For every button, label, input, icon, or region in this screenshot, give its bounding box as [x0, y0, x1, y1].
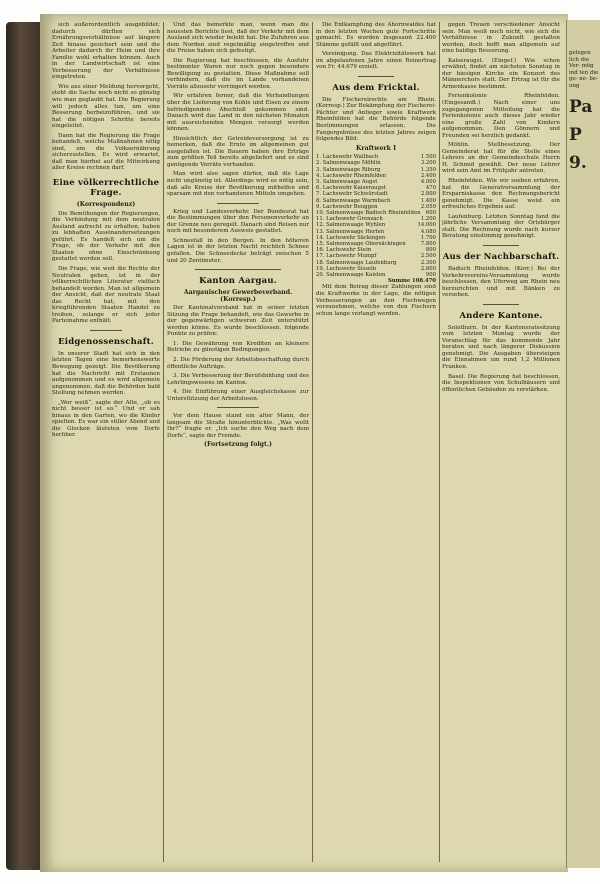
- paragraph: sich außerordentlich ausgebildet; dadurch dürften sich Ernährungsverhältnisse auf längere Zeit hinaus gesichert sein und die Arbeiter dadurch ihr Heim und ihre Familie wohl erhalten können. Auch in der Landwirtschaft ist eine Verbesserung der Verhältnisse eingetreten.: [52, 22, 160, 81]
- list-item-label: 15. Salmenwaage Obersäckingen: [316, 241, 406, 248]
- paragraph: Schneefall in den Bergen. In den höheren Lagen ist in der letzten Nacht reichlich Schnee gefallen. Die Schneedecke beträgt zwischen 5 und 20 Zentimeter.: [167, 237, 309, 264]
- headline: Eine völkerrechtliche Frage.: [52, 178, 160, 199]
- paragraph: In unserer Stadt hat sich in den letzten Tagen eine bemerkenswerte Bewegung gezeigt. Die Bevölkerung hat die Nachricht mit Erstaunen aufgenommen und es wird allgemein angenommen, daß die Behörden bald Stellung nehmen werden.: [52, 350, 160, 397]
- paragraph: Man wird also sagen dürfen, daß die Lage nicht ungünstig ist. Allerdings wird es nötig sein, daß alle Kreise der Bevölkerung mithelfen und sparsam mit den vorhandenen Mitteln umgehen.: [167, 171, 309, 198]
- list-item-value: 7.800: [420, 241, 436, 248]
- list-item-value: 470: [425, 185, 436, 192]
- headline: Eidgenossenschaft.: [58, 336, 154, 347]
- list-item-label: 11. Lachswehr Grenzach: [316, 216, 383, 223]
- list-item-label: 19. Lachswehr Sisseln: [316, 265, 377, 272]
- paragraph: Hinsichtlich der Getreideversorgung ist zu bemerken, daß die Ernte im allgemeinen gut ausgefallen ist. Die Bauern haben ihre Erträge zum größten Teil bereits abgeliefert und es sind genügende Vorräte vorhanden.: [167, 135, 309, 168]
- list-item-value: 600: [425, 210, 436, 217]
- list-item-value: 2.800: [420, 265, 436, 272]
- paragraph: Und das bemerkte man, wenn man die neuesten Berichte liest, daß der Verkehr mit dem Ausland sich wieder belebt hat. Die Zufuhren aus dem Norden sind regelmäßig eingetroffen und die Preise haben sich gefestigt.: [167, 22, 309, 55]
- paragraph: 3. Die Verbesserung der Berufsbildung und des Lehrlingswesens im Kanton.: [167, 373, 309, 386]
- list-item-value: 14.000: [417, 222, 436, 229]
- paragraph: Wir erfahren ferner, daß die Verhandlungen über die Lieferung von Kohle und Eisen zu einem befriedigenden Abschluß gekommen sind. Danach wird das Land in den nächsten Monaten mit ausreichenden Mengen versorgt werden können.: [167, 93, 309, 133]
- list-title: Kraftwerk I: [355, 144, 397, 152]
- list-item-label: 10. Salmenwaage Badisch Rheinfelden: [316, 210, 421, 217]
- paragraph: Kaiseraugst. (Eingef.) Wie schon erwähnt, findet am nächsten Sonntag in der hiesigen Kirche ein Konzert des Männerchors statt. Der Ertrag ist für die Armenkasse bestimmt.: [442, 57, 560, 90]
- list-item-label: 12. Salmenwaage Wyhlen: [316, 222, 386, 229]
- list-item-label: 6. Lachswehr Kaiseraugst: [316, 185, 386, 192]
- paragraph: Dann hat die Regierung die Frage behandelt, welche Maßnahmen nötig sind, um die Volksernährung sicherzustellen. Es wird erwartet, daß man hierbei auf die Mitwirkung aller Kreise rechnen darf.: [52, 132, 160, 172]
- paragraph: Laufenburg. Letzten Sonntag fand die jährliche Versammlung der Ortsbürger statt. Die Rechnung wurde nach kurzer Beratung einstimmig genehmigt.: [442, 213, 560, 240]
- list-item-label: 1. Lachswehr Wallbach: [316, 154, 379, 161]
- list-item-value: 2.500: [420, 253, 436, 260]
- book-spine: [6, 22, 42, 870]
- separator: [217, 407, 260, 408]
- list-item-label: 4. Lachswehr Rheinfelden: [316, 172, 387, 179]
- list-item-label: 20. Salmenwaage Kaisten: [316, 272, 386, 279]
- paragraph: Solothurn. In der Kantonsratssitzung vom letzten Montag wurde der Voranschlag für das kommende Jahr beraten und nach längerer Diskussion genehmigt. Die Ausgaben übersteigen die Einnahmen um rund 1,2 Millionen Franken.: [442, 324, 560, 370]
- list-item-label: 5. Salmenwaage Augst: [316, 179, 378, 186]
- list-item-label: 18. Salmenwaage Laufenburg: [316, 259, 397, 266]
- paragraph: 4. Die Einführung einer Ausgleichskasse zur Unterstützung der Arbeitslosen.: [167, 389, 309, 402]
- catch-sum: Summe 108.470: [387, 278, 436, 285]
- next-page-fragment-2: P: [569, 125, 582, 146]
- list-item-label: 2. Salmenwaage Möhlin: [316, 160, 381, 167]
- list-item-label: 7. Lachswehr Schwörstadt: [316, 191, 388, 198]
- next-page-edge: [566, 20, 600, 868]
- list-item-value: 1.700: [420, 234, 436, 241]
- paragraph: 1. Die Gewährung von Krediten an kleinere Betriebe zu günstigen Bedingungen.: [167, 340, 309, 354]
- next-page-fragment-1: Pa: [569, 97, 593, 118]
- separator: [483, 304, 518, 305]
- list-item-value: 800: [425, 247, 436, 254]
- column-3: [316, 22, 436, 862]
- list-item-label: 8. Salmenwaage Warmbach: [316, 197, 391, 204]
- list-item-value: 1.350: [420, 166, 436, 173]
- headline: Andere Kantone.: [459, 310, 543, 321]
- paragraph: Die Fischereirechte am Rhein. (Korresp.) Zur Bekämpfung der Fischerei-Pächter und Anlieger sowie Kraftwerk Rheinfelden hat die Behörde folgende Bestimmungen erlassen. Die Fangergebnisse des letzten Jahres zeigen folgendes Bild:: [316, 96, 436, 143]
- headline: Aus der Nachbarschaft.: [442, 251, 560, 262]
- list-item-value: 1.400: [420, 197, 436, 204]
- headline: Aus dem Fricktal.: [332, 82, 420, 93]
- column-2: [167, 22, 309, 862]
- list-item-label: 3. Salmenwaage Riburg: [316, 166, 381, 173]
- paragraph: Der Kantonalvorstand hat in seiner letzten Sitzung die Frage behandelt, wie das Gewerbe in der gegenwärtigen schweren Zeit unterstützt werden könne. Es wurde beschlossen, folgende Punkte zu prüfen:: [167, 305, 309, 338]
- paragraph: gegen Treuen verschiedener Ansicht sein. Man weiß noch nicht, wie sich die Verhältnisse in Zukunft gestalten werden, doch hofft man allgemein auf eine baldige Besserung.: [442, 22, 560, 55]
- paragraph: „Wer weiß“, sagte der Alte, „ob es nicht besser ist so.“ Und er sah hinaus in den Garten, wo die Kinder spielten. Es war ein stiller Abend und die Glocken läuteten vom Dorfe herüber.: [52, 399, 160, 439]
- paragraph: Badisch Rheinfelden. (Korr.) Bei der Verkehrsvereins-Versammlung wurde beschlossen, den Uferweg am Rhein neu herzurichten und mit Bänken zu versehen.: [442, 265, 560, 299]
- paragraph: Die Frage, wie weit die Rechte der Neutralen gehen, ist in der völkerrechtlichen Literatur vielfach behandelt worden. Man ist allgemein der Ansicht, daß der neutrale Staat das Recht hat, mit den kriegführenden Staaten Handel zu treiben, solange er sich jeder Parteinahme enthält.: [52, 265, 160, 325]
- catch-list: [316, 154, 436, 278]
- column-rule: [163, 22, 164, 862]
- separator: [483, 245, 518, 246]
- paragraph: Wie aus einer Meldung hervorgeht, steht die Sache noch nicht so günstig wie man geglaubt hat. Die Regierung will jedoch alles tun, um eine Besserung herbeizuführen, und sie hat die nötigen Schritte bereits eingeleitet.: [52, 83, 160, 130]
- paragraph: Rheinfelden. Wie wir soeben erfahren, hat die Generalversammlung der Ersparniskasse den Rechnungsbericht genehmigt. Die Kasse weist ein erfreuliches Ergebnis auf.: [442, 178, 560, 211]
- paragraph: Vor dem Hause stand ein alter Mann, der langsam die Straße hinunterblickte. „Was wollt Ihr?“ fragte er. „Ich suche den Weg nach dem Dorfe“, sagte der Fremde.: [167, 413, 309, 439]
- paragraph: Die Bemühungen der Regierungen, die Verbindung mit dem neutralen Ausland aufrecht zu erhalten, haben zu lebhaften Auseinandersetzungen geführt. Es handelt sich um die Frage, ob der Verkehr mit den Staaten ohne Einschränkung gestattet werden soll.: [52, 210, 160, 263]
- paragraph: 2. Die Förderung der Arbeitsbeschaffung durch öffentliche Aufträge.: [167, 356, 309, 370]
- next-page-fragment-3: 9.: [569, 153, 587, 174]
- column-rule: [312, 22, 313, 862]
- column-1: [52, 22, 160, 862]
- paragraph: Vereinigung. Das Elektrizitätswerk hat im abgelaufenen Jahre einen Reinertrag von Fr. 44.679 erzielt.: [316, 51, 436, 71]
- list-item-value: 1.200: [420, 216, 436, 223]
- column-4: [442, 22, 560, 862]
- separator: [195, 269, 280, 270]
- next-page-text: gelegen lich die Ver- mög ind ten die ge- ne- be- ung Pa P 9.: [569, 50, 599, 174]
- separator: [217, 203, 260, 204]
- paragraph: Mit dem Betrag dieser Zahlungen sind die Kraftwerke in der Lage, die nötigen Verbesserungen an den Fischwegen vorzunehmen, welche von den Fischern schon lange verlangt werden.: [316, 284, 436, 317]
- column-rule: [439, 22, 440, 862]
- separator: [90, 330, 122, 331]
- list-item-value: 2.400: [420, 172, 436, 179]
- paragraph: Ferienkolonie Rheinfelden. (Eingesandt.) Nach einer uns zugegangenen Mitteilung hat die Ferienkolonie auch dieses Jahr wieder eine große Zahl von Kindern aufgenommen. Den Gönnern und Freunden sei herzlich gedankt.: [442, 93, 560, 139]
- list-item-value: 1.500: [420, 154, 436, 161]
- paragraph: Möhlin. Stellbesetzung. Der Gemeinderat hat für die Stelle eines Lehrers an der Gemeindeschule Herrn H. Schmid gewählt. Der neue Lehrer wird sein Amt im Frühjahr antreten.: [442, 142, 560, 175]
- headline: Kanton Aargau.: [199, 276, 277, 287]
- list-item-label: 13. Salmenwaage Herten: [316, 228, 385, 235]
- subheading: Aargauischer Gewerbeverband. (Korresp.): [183, 289, 293, 303]
- paragraph: Krieg und Landesverkehr. Der Bundesrat hat die Bestimmungen über den Personenverkehr an der Grenze neu geregelt. Danach sind Reisen nur noch mit besonderem Ausweis gestattet.: [167, 208, 309, 235]
- list-item-value: 2.050: [420, 203, 436, 210]
- list-item-value: 2.300: [420, 259, 436, 266]
- paragraph: Die Regierung hat beschlossen, die Ausfuhr bestimmter Waren nur noch gegen besondere Bewilligung zu gestatten. Diese Maßnahme soll verhindern, daß die im Lande vorhandenen Vorräte allzusehr verringert werden.: [167, 57, 309, 90]
- subheading: (Korrespondenz): [76, 201, 136, 209]
- list-item-label: 9. Lachswehr Beuggen: [316, 203, 378, 210]
- list-item-value: 900: [425, 272, 436, 279]
- list-item-value: 4.080: [420, 228, 436, 235]
- list-item-value: 3.200: [420, 160, 436, 167]
- list-item-value: 4.000: [420, 179, 436, 186]
- paragraph: Basel. Die Regierung hat beschlossen, die Inspektionen von Schulhäusern und öffentlichen Gebäuden zu verstärken.: [442, 373, 560, 393]
- list-item-value: 2.800: [420, 191, 436, 198]
- list-item-label: 16. Lachswehr Stein: [316, 247, 372, 254]
- list-item-label: 14. Lachswehr Säckingen: [316, 234, 386, 241]
- continuation-note: (Fortsetzung folgt.): [204, 441, 272, 449]
- separator: [358, 76, 394, 77]
- paragraph: Die Entkampfung des Ahornwaldes hat in den letzten Wochen gute Fortschritte gemacht. Es wurden insgesamt 22.400 Stämme gefällt und abgeführt.: [316, 22, 436, 48]
- list-item-label: 17. Lachswehr Mumpf: [316, 253, 377, 260]
